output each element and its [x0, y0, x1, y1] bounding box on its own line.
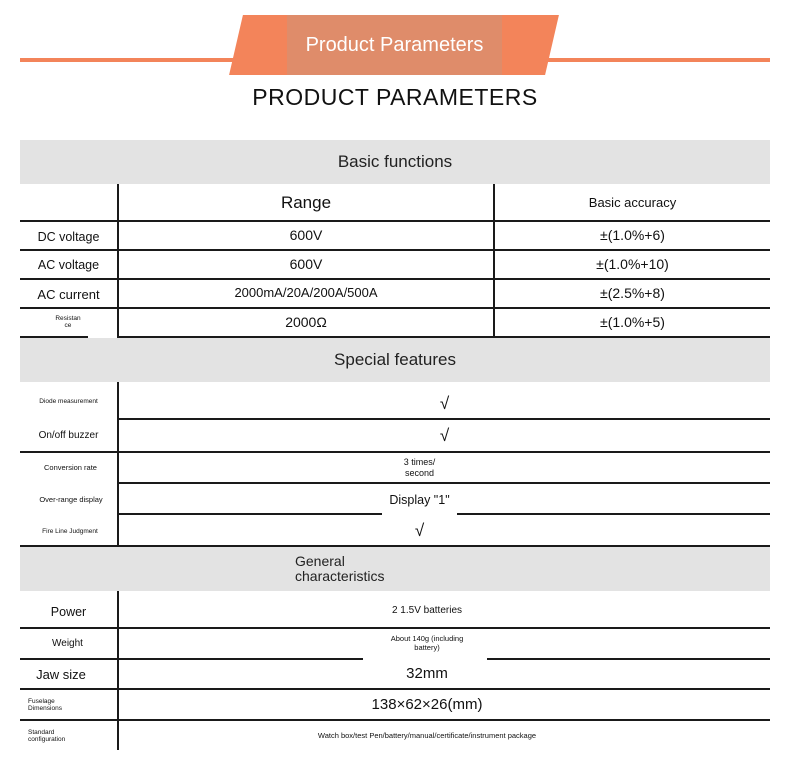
row-line [20, 719, 770, 721]
general-row-value: 32mm [406, 665, 448, 683]
general-row-name: Weight [52, 638, 83, 650]
special-row-value: Display "1" [389, 492, 450, 507]
row-line [119, 418, 770, 420]
section-basic-functions: Basic functions [20, 140, 770, 184]
basic-row-range: 600V [289, 227, 323, 244]
special-row-name: Diode measurement [39, 398, 98, 406]
page-title: PRODUCT PARAMETERS [252, 84, 538, 110]
basic-row-name: AC current [37, 287, 100, 303]
basic-row-range: 2000mA/20A/200A/500A [234, 285, 378, 301]
basic-row-range: 2000Ω [285, 314, 327, 331]
checkmark-icon: √ [414, 520, 425, 540]
general-row-name: Jaw size [36, 666, 86, 682]
general-row-value: 138×62×26(mm) [371, 695, 483, 713]
basic-row-accuracy: ±(1.0%+6) [600, 227, 665, 244]
special-row-name: On/off buzzer [38, 430, 99, 442]
section-general-characteristics [20, 547, 770, 591]
row-line [20, 627, 770, 629]
basic-row-name: Resistan ce [55, 314, 81, 329]
row-line [119, 482, 770, 484]
special-row-name: Over-range display [39, 494, 103, 504]
general-row-value: Watch box/test Pen/battery/manual/certificate/instrument package [317, 730, 537, 740]
general-row-value: About 140g (including battery) [390, 634, 464, 652]
basic-row-accuracy: ±(2.5%+8) [600, 285, 665, 302]
section-general-label: General characteristics [295, 552, 385, 584]
basic-row-name: AC voltage [37, 257, 100, 272]
basic-row-name: DC voltage [37, 229, 100, 244]
section-special-features: Special features [20, 338, 770, 382]
special-row-name: Fire Line Judgment [42, 528, 98, 536]
general-row-value: 2 1.5V batteries [391, 604, 463, 616]
header-accuracy: Basic accuracy [588, 194, 677, 210]
special-row-value: 3 times/ second [403, 457, 436, 478]
basic-row-range: 600V [289, 256, 323, 273]
general-row-name: Power [50, 604, 87, 619]
checkmark-icon: √ [439, 425, 450, 445]
basic-row-accuracy: ±(1.0%+10) [596, 256, 669, 273]
general-row-name: Standard configuration [28, 728, 66, 743]
basic-row-accuracy: ±(1.0%+5) [600, 314, 665, 331]
general-row-name: Fuselage Dimensions [28, 697, 62, 712]
special-row-name: Conversion rate [44, 462, 97, 472]
header-range: Range [280, 193, 332, 213]
banner-label: Product Parameters [287, 15, 502, 75]
checkmark-icon: √ [439, 394, 450, 414]
